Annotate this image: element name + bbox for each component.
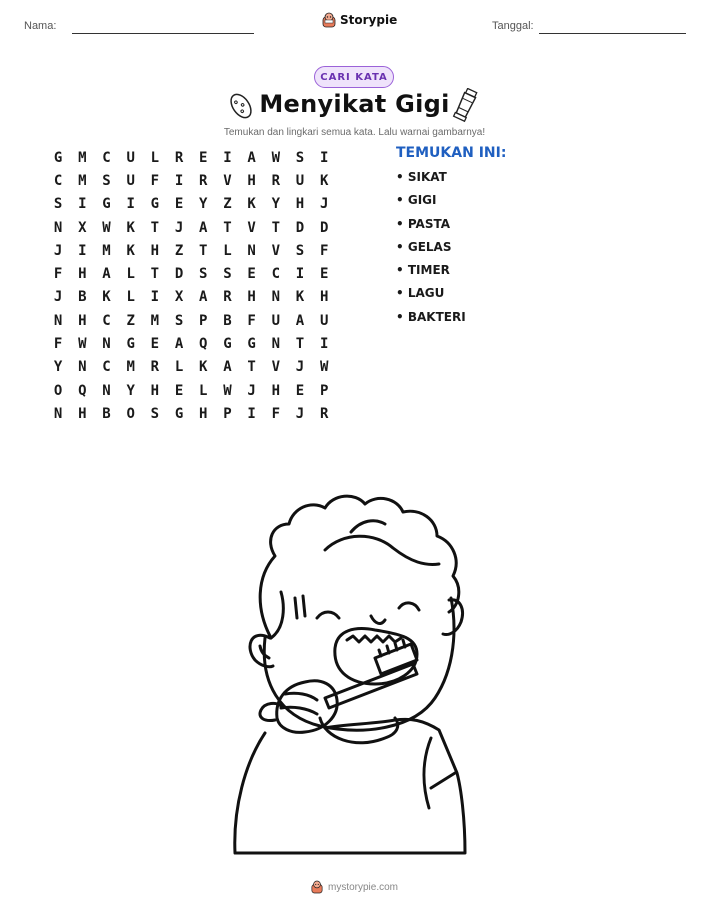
grid-letter[interactable]: H <box>150 242 160 259</box>
grid-row <box>46 309 336 332</box>
grid-letter[interactable]: L <box>126 266 135 283</box>
grid-letter[interactable]: Y <box>271 196 280 213</box>
grid-letter[interactable]: D <box>319 219 329 236</box>
grid-letter[interactable]: V <box>247 219 256 236</box>
grid-letter[interactable]: V <box>271 359 280 376</box>
grid-letter[interactable]: I <box>247 405 256 422</box>
word-item: • LAGU <box>396 286 445 301</box>
grid-letter[interactable]: U <box>319 312 329 329</box>
grid-letter[interactable]: E <box>174 382 184 399</box>
date-line <box>539 33 686 34</box>
grid-letter[interactable]: P <box>319 382 329 399</box>
grid-letter[interactable]: E <box>174 196 184 213</box>
grid-letter[interactable]: S <box>150 405 160 422</box>
grid-letter[interactable]: Q <box>78 382 87 399</box>
grid-letter[interactable]: A <box>199 219 208 236</box>
grid-letter[interactable]: S <box>295 242 305 259</box>
word-item: • PASTA <box>396 216 451 231</box>
word-item: • SIKAT <box>396 170 447 184</box>
grid-letter[interactable]: E <box>319 266 329 283</box>
grid-letter[interactable]: T <box>199 242 208 259</box>
grid-letter[interactable]: K <box>199 359 208 376</box>
grid-letter[interactable]: C <box>102 359 111 376</box>
grid-letter[interactable]: T <box>247 359 256 376</box>
word-item: • GIGI <box>396 193 437 208</box>
grid-letter[interactable]: S <box>102 172 111 189</box>
grid-letter[interactable]: A <box>174 336 184 353</box>
grid-letter[interactable]: I <box>319 149 329 166</box>
grid-letter[interactable]: Y <box>126 382 135 399</box>
grid-letter[interactable]: H <box>78 405 87 422</box>
grid-letter[interactable]: S <box>295 149 305 166</box>
date-label: Tanggal: <box>492 20 534 32</box>
grid-letter[interactable]: D <box>174 266 184 283</box>
grid-letter[interactable]: T <box>150 266 160 283</box>
grid-letter[interactable]: K <box>247 196 256 213</box>
grid-letter[interactable]: M <box>102 242 111 259</box>
grid-letter[interactable]: J <box>53 289 63 306</box>
grid-letter[interactable]: K <box>126 219 135 236</box>
grid-letter[interactable]: A <box>199 289 208 306</box>
grid-letter[interactable]: H <box>150 382 160 399</box>
grid-letter[interactable]: U <box>271 312 280 329</box>
grid-letter[interactable]: I <box>150 289 160 306</box>
grid-letter[interactable]: N <box>102 382 111 399</box>
grid-letter[interactable]: Z <box>126 312 135 329</box>
grid-letter[interactable]: K <box>319 172 329 189</box>
grid-letter[interactable]: L <box>199 382 208 399</box>
grid-letter[interactable]: Z <box>174 242 184 259</box>
word-list <box>396 145 506 333</box>
grid-letter[interactable]: O <box>53 382 63 399</box>
grid-letter[interactable]: W <box>78 336 87 353</box>
grid-letter[interactable]: E <box>295 382 305 399</box>
grid-letter[interactable]: N <box>102 336 111 353</box>
grid-letter[interactable]: L <box>174 359 184 376</box>
grid-letter[interactable]: N <box>271 336 280 353</box>
storypie-logo-icon <box>322 12 336 28</box>
grid-row <box>46 193 336 216</box>
grid-letter[interactable]: M <box>78 172 87 189</box>
storypie-footer-logo-icon <box>311 880 323 894</box>
grid-row <box>46 262 336 285</box>
grid-letter[interactable]: I <box>78 196 87 213</box>
grid-letter[interactable]: R <box>199 172 208 189</box>
word-item: • BAKTERI <box>396 309 466 324</box>
footer-url[interactable]: mystorypie.com <box>327 881 398 893</box>
grid-letter[interactable]: F <box>150 172 160 189</box>
grid-row <box>46 332 336 355</box>
grid-letter[interactable]: C <box>102 149 111 166</box>
toothpaste-icon <box>450 88 480 124</box>
grid-letter[interactable]: J <box>174 219 184 236</box>
word-list-heading: TEMUKAN INI: <box>396 145 507 161</box>
grid-row <box>46 379 336 402</box>
grid-letter[interactable]: C <box>271 266 280 283</box>
grid-letter[interactable]: N <box>247 242 256 259</box>
grid-letter[interactable]: R <box>174 149 184 166</box>
grid-letter[interactable]: J <box>295 359 305 376</box>
grid-letter[interactable]: B <box>102 405 111 422</box>
grid-letter[interactable]: W <box>223 382 232 399</box>
grid-letter[interactable]: I <box>319 336 329 353</box>
grid-letter[interactable]: W <box>271 149 280 166</box>
grid-row <box>46 402 336 425</box>
grid-letter[interactable]: F <box>271 405 280 422</box>
grid-letter[interactable]: M <box>126 359 135 376</box>
grid-letter[interactable]: S <box>199 266 208 283</box>
grid-letter[interactable]: G <box>174 405 184 422</box>
grid-letter[interactable]: C <box>102 312 111 329</box>
grid-letter[interactable]: R <box>319 405 329 422</box>
brand <box>322 12 397 28</box>
grid-letter[interactable]: T <box>223 219 232 236</box>
grid-letter[interactable]: T <box>271 219 280 236</box>
grid-letter[interactable]: U <box>295 172 305 189</box>
grid-letter[interactable]: A <box>102 266 111 283</box>
grid-letter[interactable]: P <box>199 312 208 329</box>
grid-letter[interactable]: E <box>247 266 256 283</box>
grid-letter[interactable]: R <box>150 359 160 376</box>
grid-letter[interactable]: C <box>53 172 63 189</box>
grid-letter[interactable]: U <box>126 172 135 189</box>
grid-letter[interactable]: N <box>53 312 63 329</box>
grid-letter[interactable]: F <box>53 266 63 283</box>
grid-letter[interactable]: I <box>78 242 87 259</box>
grid-letter[interactable]: F <box>319 242 329 259</box>
grid-letter[interactable]: B <box>223 312 232 329</box>
activity-badge: CARI KATA <box>314 66 394 88</box>
grid-letter[interactable]: A <box>223 359 232 376</box>
grid-letter[interactable]: G <box>223 336 232 353</box>
page-header <box>0 0 709 50</box>
grid-letter[interactable]: M <box>150 312 160 329</box>
grid-letter[interactable]: S <box>223 266 232 283</box>
grid-letter[interactable]: G <box>126 336 135 353</box>
grid-letter[interactable]: W <box>319 359 329 376</box>
grid-letter[interactable]: G <box>53 149 63 166</box>
grid-row <box>46 146 336 169</box>
grid-letter[interactable]: V <box>271 242 280 259</box>
grid-letter[interactable]: L <box>223 242 232 259</box>
grid-letter[interactable]: V <box>223 172 232 189</box>
grid-letter[interactable]: K <box>102 289 111 306</box>
grid-letter[interactable]: D <box>295 219 305 236</box>
grid-letter[interactable]: E <box>199 149 208 166</box>
grid-letter[interactable]: G <box>150 196 160 213</box>
word-item: • GELAS <box>396 239 452 254</box>
grid-letter[interactable]: R <box>271 172 280 189</box>
grid-letter[interactable]: J <box>319 196 329 213</box>
instructions: Temukan dan lingkari semua kata. Lalu warnai gambarnya! <box>223 127 486 138</box>
grid-letter[interactable]: J <box>53 242 63 259</box>
grid-letter[interactable]: U <box>126 149 135 166</box>
grid-letter[interactable]: T <box>295 336 305 353</box>
grid-letter[interactable]: L <box>126 289 135 306</box>
grid-letter[interactable]: N <box>78 359 87 376</box>
page-title: Menyikat Gigi <box>259 90 450 118</box>
grid-letter[interactable]: N <box>53 405 63 422</box>
boy-brushing-teeth-illustration <box>225 488 475 858</box>
name-line <box>72 33 254 34</box>
grid-row <box>46 169 336 192</box>
grid-letter[interactable]: A <box>295 312 305 329</box>
grid-letter[interactable]: H <box>271 382 280 399</box>
grid-letter[interactable]: Z <box>223 196 232 213</box>
grid-letter[interactable]: S <box>53 196 63 213</box>
grid-letter[interactable]: R <box>223 289 232 306</box>
grid-letter[interactable]: J <box>247 382 256 399</box>
grid-letter[interactable]: F <box>53 336 63 353</box>
grid-letter[interactable]: T <box>150 219 160 236</box>
grid-letter[interactable]: K <box>126 242 135 259</box>
grid-letter[interactable]: W <box>102 219 111 236</box>
grid-letter[interactable]: E <box>150 336 160 353</box>
grid-letter[interactable]: H <box>78 266 87 283</box>
grid-letter[interactable]: X <box>174 289 184 306</box>
grid-letter[interactable]: L <box>150 149 160 166</box>
grid-letter[interactable]: N <box>271 289 280 306</box>
word-item: • TIMER <box>396 263 450 278</box>
grid-letter[interactable]: M <box>78 149 87 166</box>
grid-letter[interactable]: G <box>247 336 256 353</box>
grid-letter[interactable]: S <box>174 312 184 329</box>
grid-letter[interactable]: Y <box>199 196 208 213</box>
name-label: Nama: <box>24 20 57 32</box>
grid-row <box>46 239 336 262</box>
brand-name: Storypie <box>340 13 398 27</box>
grid-letter[interactable]: O <box>126 405 135 422</box>
grid-letter[interactable]: I <box>174 172 184 189</box>
grid-letter[interactable]: G <box>102 196 111 213</box>
grid-letter[interactable]: H <box>78 312 87 329</box>
grid-letter[interactable]: I <box>295 266 305 283</box>
grid-row <box>46 216 336 239</box>
grid-letter[interactable]: J <box>295 405 305 422</box>
grid-letter[interactable]: H <box>247 172 256 189</box>
grid-row <box>46 356 336 379</box>
grid-letter[interactable]: Y <box>53 359 63 376</box>
grid-letter[interactable]: N <box>53 219 63 236</box>
grid-letter[interactable]: Q <box>199 336 208 353</box>
grid-row <box>46 286 336 309</box>
grid-letter[interactable]: F <box>247 312 256 329</box>
grid-letter[interactable]: X <box>78 219 87 236</box>
grid-letter[interactable]: K <box>295 289 305 306</box>
grid-letter[interactable]: H <box>319 289 329 306</box>
grid-letter[interactable]: P <box>223 405 232 422</box>
grid-letter[interactable]: B <box>78 289 87 306</box>
grid-letter[interactable]: H <box>199 405 208 422</box>
grid-letter[interactable]: H <box>247 289 256 306</box>
grid-letter[interactable]: H <box>295 196 305 213</box>
grid-letter[interactable]: I <box>126 196 135 213</box>
grid-letter[interactable]: I <box>223 149 232 166</box>
grid-letter[interactable]: A <box>247 149 256 166</box>
word-search-grid <box>46 146 336 426</box>
page-footer <box>0 880 709 894</box>
